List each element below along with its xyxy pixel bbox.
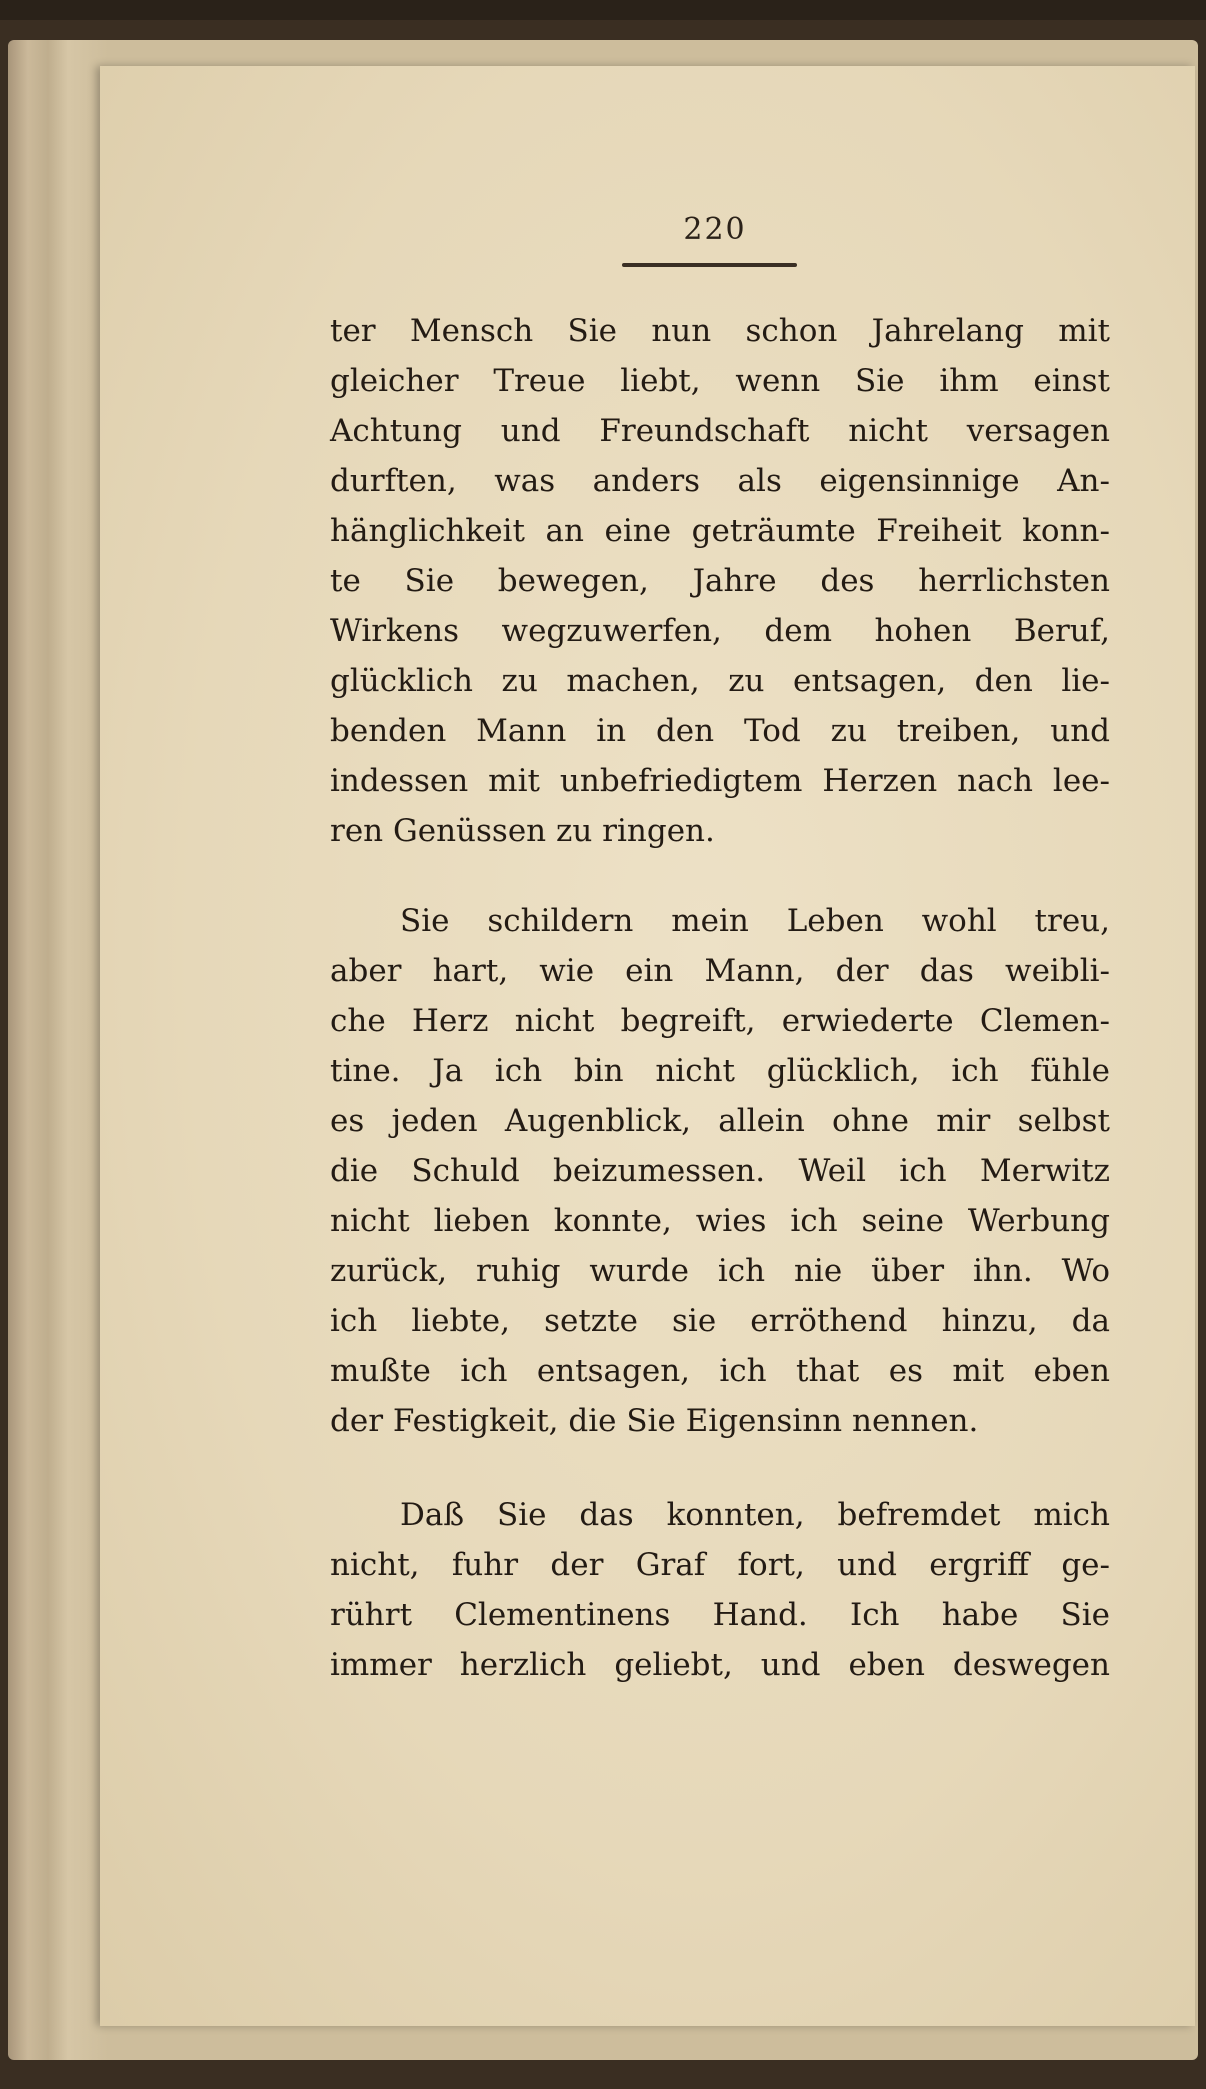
- page-number-rule: [622, 263, 797, 267]
- text-line: Achtung und Freundschaft nicht versagen: [330, 413, 1110, 449]
- paragraph-2: [330, 896, 1110, 1446]
- text-line: Wirkens wegzuwerfen, dem hohen Beruf,: [330, 613, 1110, 649]
- text-line: durften, was anders als eigensinnige An-: [330, 463, 1110, 499]
- text-line: te Sie bewegen, Jahre des herrlichsten: [330, 563, 1110, 599]
- text-line: mußte ich entsagen, ich that es mit eben: [330, 1353, 1110, 1389]
- text-line: ren Genüssen zu ringen.: [330, 813, 715, 849]
- text-line: immer herzlich geliebt, und eben deswegen: [330, 1647, 1110, 1683]
- text-line: rührt Clementinens Hand. Ich habe Sie: [330, 1597, 1110, 1633]
- text-line: Daß Sie das konnten, befremdet mich: [400, 1497, 1110, 1533]
- text-line: aber hart, wie ein Mann, der das weibli-: [330, 953, 1110, 989]
- text-line: Sie schildern mein Leben wohl treu,: [400, 903, 1110, 939]
- text-line: che Herz nicht begreift, erwiederte Clemen-: [330, 1003, 1110, 1039]
- paragraph-1: [330, 306, 1110, 856]
- text-line: glücklich zu machen, zu entsagen, den lie-: [330, 663, 1110, 699]
- text-line: ter Mensch Sie nun schon Jahrelang mit: [330, 313, 1110, 349]
- text-line: indessen mit unbefriedigtem Herzen nach lee-: [330, 763, 1110, 799]
- text-line: gleicher Treue liebt, wenn Sie ihm einst: [330, 363, 1110, 399]
- text-line: ich liebte, setzte sie erröthend hinzu, da: [330, 1303, 1110, 1339]
- page-number: 220: [683, 212, 747, 247]
- text-line: es jeden Augenblick, allein ohne mir selbst: [330, 1103, 1110, 1139]
- text-line: zurück, ruhig wurde ich nie über ihn. Wo: [330, 1253, 1110, 1289]
- text-line: der Festigkeit, die Sie Eigensinn nennen.: [330, 1403, 979, 1439]
- text-line: tine. Ja ich bin nicht glücklich, ich fühle: [330, 1053, 1110, 1089]
- paragraph-3: [330, 1490, 1110, 1690]
- text-line: die Schuld beizumessen. Weil ich Merwitz: [330, 1153, 1110, 1189]
- text-line: hänglichkeit an eine geträumte Freiheit konn-: [330, 513, 1110, 549]
- text-line: benden Mann in den Tod zu treiben, und: [330, 713, 1110, 749]
- text-line: nicht, fuhr der Graf fort, und ergriff ge-: [330, 1547, 1110, 1583]
- text-line: nicht lieben konnte, wies ich seine Werbung: [330, 1203, 1110, 1239]
